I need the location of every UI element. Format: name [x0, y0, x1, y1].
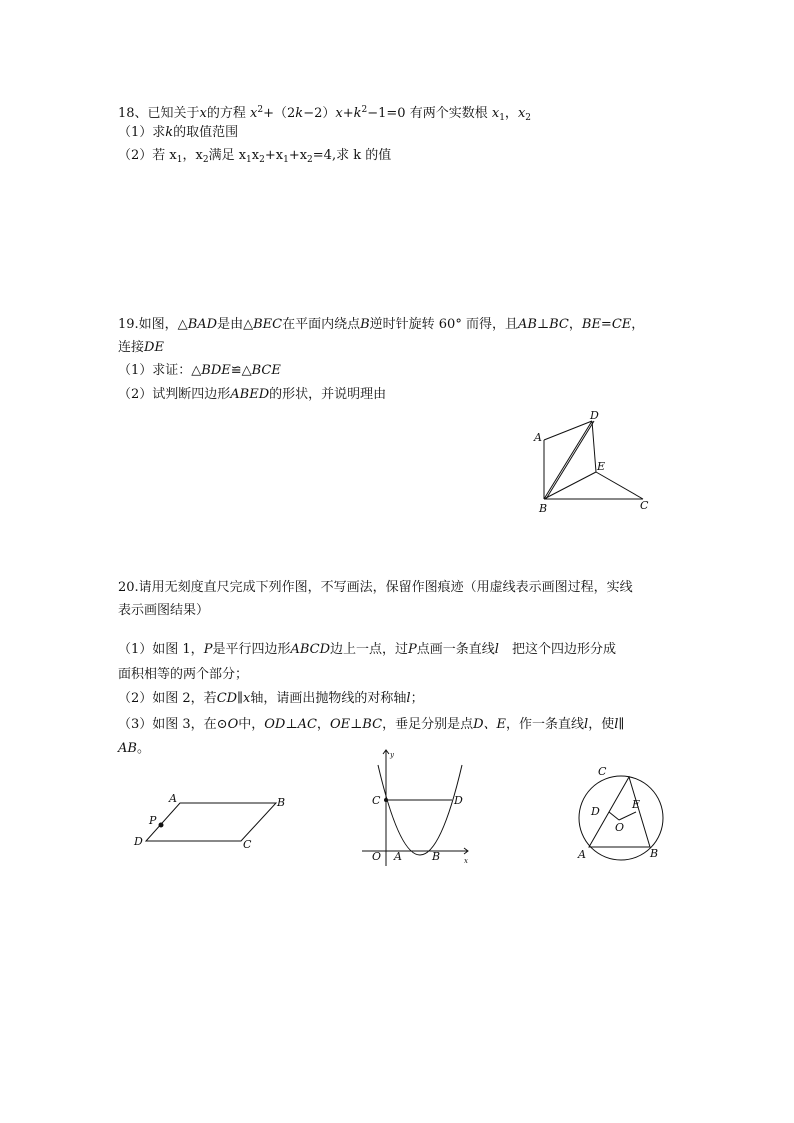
circle-O [579, 776, 663, 860]
label-E: E [597, 460, 606, 473]
seg-OD [609, 812, 619, 820]
fig2-label-C: C [372, 794, 381, 807]
fig1-label-P: P [149, 814, 157, 827]
fig2-label-A: A [394, 850, 402, 863]
fig3-label-D: D [591, 805, 600, 818]
q18-line1: 18、已知关于x的方程 $x^2+(2k-2)x+k^2-1=0$ 有两个实数根 $x_1$，$x_2$ [118, 105, 532, 123]
fig2-label-B: B [432, 850, 441, 863]
q18-part2: （2）若 $x_1$，$x_2$满足 $x_1x_2+x_1+x_2=4$,求 k 的值 [118, 148, 392, 165]
fig1-label-B: B [277, 796, 286, 809]
label-A: A [534, 431, 542, 444]
q20-part3-cont: AB。 [118, 741, 150, 756]
parabola [378, 765, 462, 855]
q20-part2: （2）如图 2，若CD∥x轴，请画出抛物线的对称轴l； [118, 691, 424, 706]
q20-part1-cont: 面积相等的两个部分； [118, 667, 249, 682]
seg-AD [544, 421, 592, 440]
q20-part3: （3）如图 3，在⊙O中，OD⊥AC，OE⊥BC，垂足分别是点D、E，作一条直线l，使l∥ [118, 717, 625, 732]
seg-BE [544, 472, 596, 499]
seg-EC [596, 472, 643, 499]
fig2-label-x: x [464, 857, 468, 865]
q19-part2: （2）试判断四边形ABED的形状，并说明理由 [118, 387, 387, 402]
point-C [384, 798, 388, 802]
fig2-label-O: O [372, 850, 382, 863]
label-C: C [640, 499, 649, 512]
q20-line1: 20.请用无刻度直尺完成下列作图，不写画法，保留作图痕迹（用虚线表示画图过程，实线 [118, 580, 633, 595]
point-P [159, 823, 164, 828]
q20-part1: （1）如图 1，P是平行四边形ABCD边上一点，过P点画一条直线l 把这个四边形分成 [118, 642, 616, 657]
fig2-label-D: D [454, 794, 463, 807]
fig3-label-E: E [632, 798, 641, 811]
seg-BD [544, 421, 592, 499]
fig3-label-C: C [598, 765, 607, 778]
x-arrow [464, 848, 468, 854]
q19-line1: 19.如图，△BAD是由△BEC在平面内绕点B逆时针旋转 60° 而得，且AB⊥BC，BE=CE， [118, 317, 645, 332]
fig3-label-B: B [650, 847, 659, 860]
y-arrow [383, 750, 389, 754]
fig1-label-D: D [134, 835, 143, 848]
q19-part1: （1）求证：△BDE≌△BCE [118, 363, 281, 378]
label-D: D [590, 409, 599, 422]
q20-line2: 表示画图结果） [118, 603, 210, 618]
fig3-label-O: O [615, 821, 625, 834]
label-B: B [539, 502, 548, 515]
triangle-ABC [589, 777, 650, 847]
fig2-label-y: y [390, 751, 394, 759]
seg-OE [619, 812, 636, 820]
q18-part1: （1）求k的取值范围 [118, 125, 239, 140]
fig1-label-C: C [243, 838, 252, 851]
q19-line2: 连接DE [118, 340, 164, 355]
fig3-label-A: A [578, 848, 586, 861]
seg-BD2 [546, 421, 594, 499]
seg-DE [592, 421, 596, 472]
parallelogram-ABCD [146, 803, 276, 841]
fig1-label-A: A [169, 792, 177, 805]
